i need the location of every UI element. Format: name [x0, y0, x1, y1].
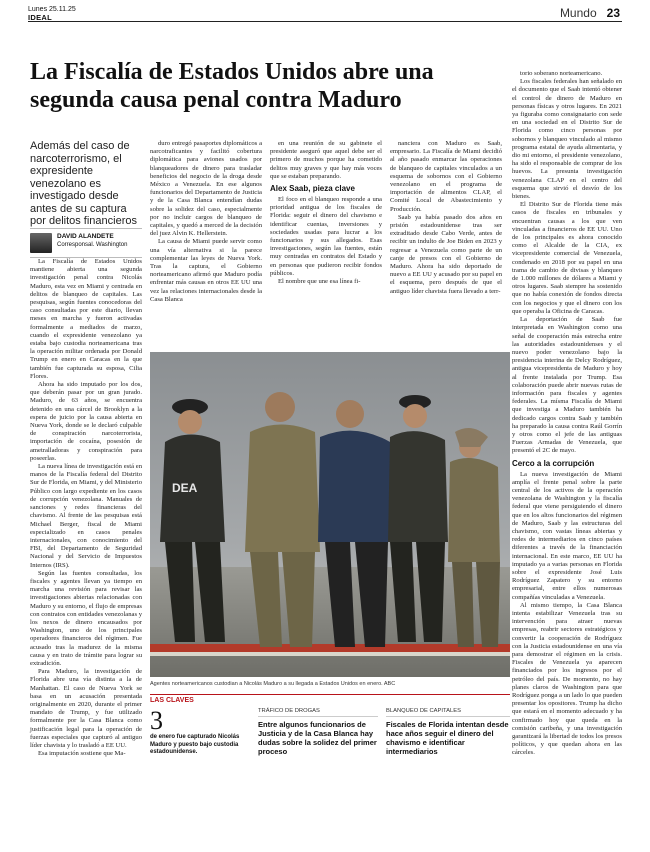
- key-fact-figure: 3: [150, 706, 163, 735]
- masthead: [28, 6, 76, 22]
- svg-text:DEA: DEA: [172, 481, 198, 495]
- paragraph: torio soberano norteamericano.: [520, 70, 603, 77]
- newspaper-brand: IDEAL: [28, 13, 52, 22]
- article-column-5: [512, 70, 622, 850]
- key-fact-number: [150, 708, 250, 757]
- paragraph: en una reunión de su gabinete el presidente aseguró que aquel debe ser el primero de muchos porque ha cometido delitos muy graves y que hay más voces que se estaban preparando.: [270, 140, 382, 180]
- article-column-3: [270, 140, 382, 348]
- top-rule: [28, 21, 622, 22]
- paragraph: duro entregó pasaportes diplomáticos a narcotraficantes y facilitó cobertura diplomática para aviones usados por blanqueadores de dinero para trasladar beneficios del negocio de la droga desde México a Venezuela. En ese algunos funcionarios del Departamento de Justicia y de la Casa Blanca entendían dudas sobre la solidez del caso, especialmente por no incluir cargos de blanqueo de capitales, y quedó a merced de la decisión del juez Alvin K. Hellerstein.: [150, 140, 262, 238]
- article-column-1: [30, 258, 142, 758]
- paragraph: La nueva línea de investigación está en manos de la Fiscalía federal del Distrito Sur de Florida, en Miami, y del Ministerio Público con largo expediente en los casos de corrupción venezolana. Manuales de sanciones y redes financieras del chavismo. Al frente de las pesquisas está Michael Berger, fiscal de Miami especializado en casos penales internacionales, con conocimiento del FBI, del Departamento de Seguridad Nacional y del Servicio de Impuestos Internos (IRS).: [30, 463, 142, 569]
- headline: La Fiscalía de Estados Unidos abre una segunda causa penal contra Maduro: [30, 59, 434, 113]
- key-facts-box: [150, 694, 510, 757]
- news-photo: [150, 352, 510, 677]
- byline: [30, 228, 142, 258]
- subhead-corrupcion: Cerco a la corrupción: [512, 458, 595, 468]
- paragraph: Ahora ha sido imputado por los dos, que deberán pasar por un gran jurado. Maduro, de 63 años, se encuentra detenido en una cárcel de Brooklyn a la espera de juicio por la causa abierta en Nueva York, donde se le declaró culpable de conspiración narcoterrorista, importación de cocaína, posesión de ametralladoras y conspiración para poseerlas.: [30, 381, 142, 462]
- key-fact-label: BLANQUEO DE CAPITALES: [386, 708, 510, 717]
- paragraph: Saab ya había pasado dos años en prisión estadounidense tras ser extraditado desde Cabo Verde, antes de recibir un indulto de Joe Biden en 2023 y regresar a Venezuela como parte de un canje de presos con el Gobierno de Maduro. Ahora ha sido deportado de nuevo a EE UU y acusado por su papel en el esquema, pero después de que el antiguo líder chavista fuera llevado a terr-: [390, 213, 502, 295]
- key-facts-row: [150, 708, 510, 757]
- article-column-4: [390, 140, 502, 348]
- section-name: Mundo: [559, 6, 597, 20]
- paragraph: nanciera con Maduro es Saab, empresario. La Fiscalía de Miami decidió al año pasado enmarcar las operaciones de blanqueo de capitales vinculados a un esquema de sobornos con el Gobierno venezolano en el programa de importación de alimentos CLAP, el Comité Local de Abastecimiento y Producción.: [390, 140, 502, 213]
- key-fact-text: Fiscales de Florida intentan desde hace años seguir el dinero del chavismo e identificar intermediarios: [386, 720, 509, 756]
- paragraph: La nueva investigación de Miami amplía el frente penal sobre la parte central de los activos de la operación venezolana de Washington y la fiscalía federal que viene persiguiendo el dinero que en los altos funcionarios del régimen de Maduro, Saab y las estructuras del chavismo, con vastas líneas abiertas y redes de intermediarios en cinco países diferentes a través de la financiación internacional. En este marco, EE UU ha imputado ya a varias personas en Florida sobre el expresidente José Luis Rodríguez Zapatero y su entorno empresarial, entre ellos numerosas compañías vinculadas a Venezuela.: [512, 470, 622, 601]
- paragraph: La Fiscalía de Estados Unidos mantiene abierta una segunda investigación penal contra Nicolás Maduro, esta vez en Miami y centrada en delitos de blanqueo de capitales. Las pesquisas, según fuentes conocedoras del caso consultadas por este diario, llevan meses en marcha y fueron activadas formalmente a mediados de marzo, cuando el expresidente venezolano ya estaba bajo custodia norteamericana tras la operación militar ordenada por Donald Trump en enero en Caracas en la que también fue capturada su esposa, Cilia Flores.: [30, 258, 142, 380]
- key-fact-text: Entre algunos funcionarios de Justicia y de la Casa Blanca hay dudas sobre la solidez del primer proceso: [258, 720, 377, 756]
- paragraph: La deportación de Saab fue interpretada en Washington como una señal de cooperación más estrecha entre las autoridades estadounidenses y el nuevo poder venezolano bajo la presidencia interina de Delcy Rodríguez, antigua vicepresidenta de Maduro y hoy al frente instalada por Trump. Esa colaboración puede abrir nuevas rutas de información para fiscales y agentes federales. La mísma Fiscalía de Miami que investiga a Maduro también ha dedicado cargos contra Saab y también ha preparado la causa contra Raúl Gorrín y otros como el jefe de las antiguas Fuerzas Armadas de Venezuela, que presentó el 2C de mayo.: [512, 316, 622, 455]
- paragraph: El Distrito Sur de Florida tiene más casos de fiscales en tribunales y encuentran causas a los que ven vinculadas a financieros de EE UU. Uno de los principales es ahora conocido como el Alcalde de la CIA, ex vicepresidente comercial de Venezuela, condenado en 2018 por su papel en una trama de cambio de divisas y blanqueo de 1.000 millones de dólares a Miami y otros lugares. Saab siempre ha sostenido que no había conexión de fondos directa con los negocios y que el dinero con los que operaba la Oficina de Caracas.: [512, 201, 622, 315]
- paragraph: Los fiscales federales han señalado en el documento que el Saab intentó obtener el control de dinero de Maduro en personas físicas y otros lugares. En 2021 ya figuraba como consignatario con sede en una sociedad en el Distrito Sur de Florida como cinco personas por sobornos y blanqueo vinculado al mismo programa estatal de ayuda alimentaria, y dio mi entorno, el presidente venezolano, ha sido el responsable de comprar de los huevos. La presunta investigación venezolana CLAP en el centro del esquema que sirvió el desvío de los bienes.: [512, 78, 622, 201]
- paragraph: Esa imputación sostiene que Ma-: [38, 750, 126, 758]
- article-column-2: [150, 140, 262, 348]
- issue-date: Lunes 25.11.25: [28, 6, 76, 13]
- paragraph: Según las fuentes consultadas, los fiscales y agentes llevan ya tiempo en marcha una revisión para revisar las investigaciones abiertas relacionadas con Maduro y su entorno, el flujo de empresas con contratos con entidades venezolanas y los nexos de dinero encausados por Washington, uno de los principales operadores financieros del régimen. Fue acusado tras la madurez de la misma causa y en trato de trámite para lograr su extradición.: [30, 569, 142, 667]
- paragraph: Al mismo tiempo, la Casa Blanca intenta estabilizar Venezuela tras su intervención para atraer nuevas empresas, reabrir sectores estratégicos y convertir la cooperación de Rodríguez con la Justicia estadounidense en una vía para demostrar el régimen en la crisis. Fiscales de Venezuela ya aparecen financiados por los ingresos por el petróleo del país. De momento, no hay planes claros de Washington para que Rodríguez ponga a un lado lo que pueden presentar los opositores. Trump ha dicho que estará en el momento adecuado y ha confirmado hoy que queda en la comisión caribeña, y una investigación garantizará la libertad de todos los presos políticos, y que quedan ahora en las cárceles.: [512, 601, 622, 757]
- subhead-saab: Alex Saab, pieza clave: [270, 184, 355, 194]
- page-number: 23: [606, 6, 620, 20]
- author-info: [57, 233, 127, 249]
- key-fact-label: TRÁFICO DE DROGAS: [258, 708, 378, 717]
- paragraph: La causa de Miami puede servir como una vía alternativa si la parece complementar las leyes de Nueva York. Tras la captura, el Gobierno norteamericano afirmó que Maduro podía enfrentar más causas en otros EE UU una vez las relaciones internacionales desde la Casa Blanca: [150, 238, 262, 303]
- photo-illustration: [150, 352, 510, 677]
- key-fact-item: [386, 708, 510, 757]
- author-avatar: [30, 233, 52, 253]
- paragraph: El nombre que une esa línea fi-: [278, 278, 361, 286]
- standfirst: Además del caso de narcoterrorismo, el expresidente venezolano es investigado desde antes de su captura por delitos financieros: [30, 140, 138, 227]
- paragraph: El foco en el blanqueo responde a una prioridad antigua de los fiscales de Florida: seguir el dinero del chavismo e identificar cuentas, inversiones y sociedades usadas para lucrar a los funcionarios y sus allegados. Esas investigaciones, según las fuentes, están muy centradas en contratos del Estado y en personas que pudieron recibir fondos públicos.: [270, 196, 382, 277]
- paragraph: Para Maduro, la investigación de Florida abre una vía distinta a la de Manhattan. El caso de Nueva York se basa en un acusación presentada originalmente en 2020, durante el primer mandato de Trump, y fue utilizado formalmente por la Casa Blanca como justificación legal para la operación de fuerzas especiales que capturó al antiguo líder chavista y lo trasladó a EE UU.: [30, 668, 142, 749]
- key-facts-title: LAS CLAVES: [150, 694, 510, 704]
- key-fact-item: [258, 708, 378, 757]
- author-name: DAVID ALANDETE: [57, 233, 114, 240]
- key-fact-figure-text: de enero fue capturado Nicolás Maduro y puesto bajo custodia estadounidense.: [150, 734, 240, 755]
- section-header: [560, 6, 620, 20]
- author-role: Corresponsal. Washington: [57, 242, 128, 248]
- photo-caption: Agentes norteamericanos custodian a Nicolás Maduro a su llegada a Estados Unidos en enero. ABC: [150, 681, 396, 687]
